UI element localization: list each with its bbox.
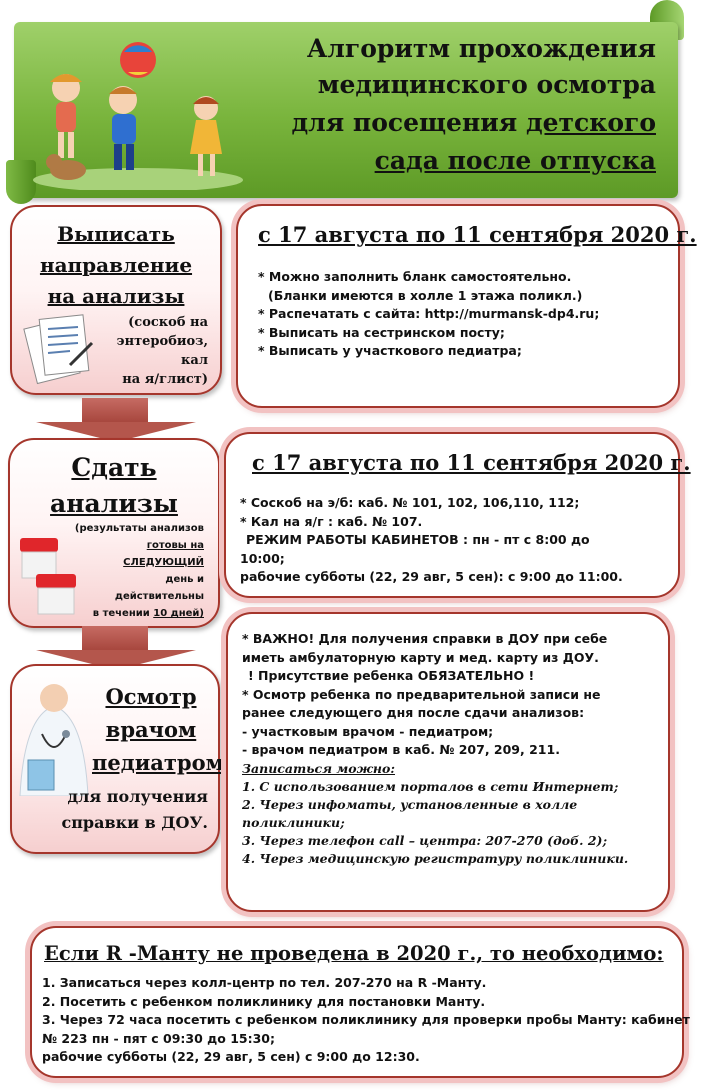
step1-line-4: * Выписать на сестринском посту; — [258, 324, 505, 340]
step1-line-3: * Распечатать с сайта: http://murmansk-dp4.ru; — [258, 306, 600, 321]
step3-title-line-1: Осмотр — [105, 684, 197, 709]
step2-line-5: рабочие субботы (22, 29 авг, 5 сен): с 9:00 до 11:00. — [240, 569, 623, 584]
step1-title-line-2: направление — [39, 253, 193, 277]
step3-signup-title: Записаться можно: — [242, 760, 395, 776]
step2-note-line-4: день и — [165, 574, 204, 585]
step2-line-1: * Соскоб на э/б: каб. № 101, 102, 106,110, 112; — [240, 495, 580, 510]
step3-line-4: * Осмотр ребенка по предварительной записи не — [242, 686, 601, 702]
mantu-line-3: 3. Через 72 часа посетить с ребенком поликлинику для проверки пробы Манту: кабинет — [42, 1012, 690, 1027]
step1-title-line-1: Выписать — [57, 222, 175, 246]
step2-note-line-5: действительны — [114, 591, 204, 602]
step3-line-2: иметь амбулаторную карту и мед. карту из ДОУ. — [242, 649, 599, 665]
step1-line-1: * Можно заполнить бланк самостоятельно. — [258, 269, 572, 284]
step2-note-line-6: в течении 10 дней) — [92, 608, 204, 619]
step2-note-line-3: СЛЕДУЮЩИЙ — [123, 557, 204, 568]
flow-arrow-1-shaft — [82, 398, 148, 424]
step1-info-box — [236, 204, 697, 408]
step2-title-line-1: Сдать — [71, 453, 157, 482]
step3-signup-2: 2. Через инфоматы, установленные в холле — [242, 796, 578, 812]
step3-info-box — [226, 612, 670, 912]
step3-signup-3: поликлиники; — [242, 814, 345, 830]
mantu-line-5: рабочие субботы (22, 29 авг, 5 сен) с 9:00 до 12:30. — [42, 1049, 420, 1064]
step2-date: с 17 августа по 11 сентября 2020 г. — [252, 450, 691, 475]
step3-sub-line-2: справки в ДОУ. — [61, 813, 208, 832]
step1-note-line-2: энтеробиоз, — [116, 334, 208, 349]
step2-note-line-2: готовы на — [146, 540, 204, 551]
mantu-title: Если R -Манту не проведена в 2020 г., то необходимо: — [44, 942, 664, 965]
step1-title-line-3: на анализы — [47, 284, 185, 308]
step2-line-4: 10:00; — [240, 550, 285, 566]
banner-title-line-2: медицинского осмотра — [317, 70, 656, 99]
flow-arrow-2-shaft — [82, 626, 148, 652]
step3-title-line-2: врачом — [105, 717, 197, 742]
step3-box — [10, 664, 224, 854]
mantu-line-4: № 223 пн - пят с 09:30 до 15:30; — [42, 1030, 275, 1046]
step1-note-line-1: (соскоб на — [128, 315, 208, 330]
banner-title-line-4: сада после отпуска — [374, 146, 656, 175]
step3-signup-5: 4. Через медицинскую регистратуру поликлиники. — [242, 850, 629, 866]
step3-title-line-3: педиатром — [92, 750, 224, 775]
step3-line-6: - участковым врачом - педиатром; — [242, 723, 494, 739]
step3-sub-line-1: для получения — [67, 787, 208, 806]
children-illustration — [28, 30, 248, 190]
step3-line-7: - врачом педиатром в каб. № 207, 209, 211. — [242, 742, 560, 757]
step2-line-3: РЕЖИМ РАБОТЫ КАБИНЕТОВ : пн - пт с 8:00 до — [246, 532, 590, 547]
step3-line-5: ранее следующего дня после сдачи анализов: — [242, 705, 585, 720]
mantu-box — [30, 926, 690, 1078]
step1-line-2: (Бланки имеются в холле 1 этажа поликл.) — [268, 287, 583, 303]
banner-title-line-3: для посещения детского — [291, 108, 656, 137]
step2-note-line-1: (результаты анализов — [74, 523, 204, 534]
step1-note-line-4: на я/глист) — [122, 372, 208, 387]
step1-line-5: * Выписать у участкового педиатра; — [258, 343, 522, 358]
mantu-line-2: 2. Посетить с ребенком поликлинику для постановки Манту. — [42, 993, 486, 1009]
step1-date: с 17 августа по 11 сентября 2020 г. — [258, 222, 697, 247]
step3-signup-1: 1. С использованием порталов в сети Интернет; — [242, 778, 619, 794]
step3-signup-4: 3. Через телефон call – центра: 207-270 (доб. 2); — [242, 832, 608, 848]
doctor-icon — [16, 676, 92, 796]
step2-info-box — [224, 432, 691, 598]
banner-title-line-1: Алгоритм прохождения — [306, 34, 656, 63]
step2-line-2: * Кал на я/г : каб. № 107. — [240, 513, 423, 529]
step3-line-1: * ВАЖНО! Для получения справки в ДОУ при себе — [242, 631, 608, 646]
step1-box — [10, 205, 222, 395]
mantu-line-1: 1. Записаться через колл-центр по тел. 207-270 на R -Манту. — [42, 975, 487, 990]
step1-note-line-3: кал — [181, 353, 208, 368]
step2-box — [8, 438, 220, 628]
step3-line-3: ! Присутствие ребенка ОБЯЗАТЕЛЬНО ! — [248, 668, 535, 683]
documents-icon — [20, 303, 100, 387]
step2-title-line-2: анализы — [50, 489, 178, 518]
